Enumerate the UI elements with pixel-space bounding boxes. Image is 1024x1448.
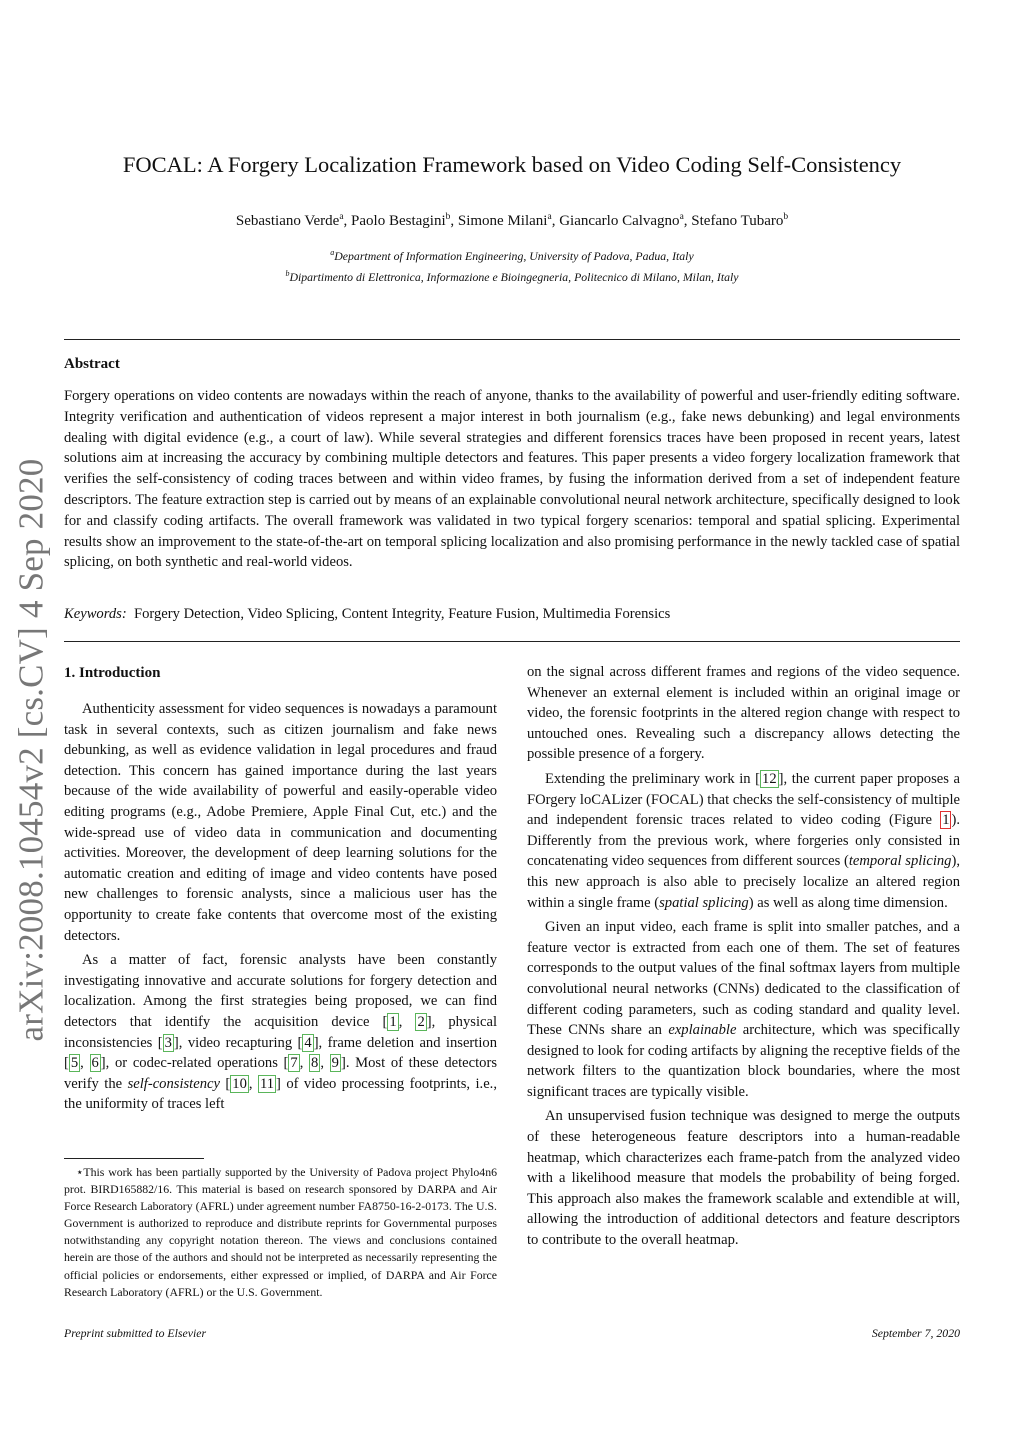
footnote-text: This work has been partially supported by the University of Padova project Phylo4n6 prot. BIRD165882/16. This material is based on research sponsored by DARPA and Air Force Research Laboratory (AFRL) under agreement number FA8750-16-2-0173. The U.S. Government is authorized to reproduce and distribute reprints for Governmental purposes notwithstanding any copyright notation thereon. The views and conclusions contained herein are those of the authors and should not be interpreted as necessarily representing the official policies or endorsements, either expressed or implied, of DARPA and Air Force Research Laboratory (AFRL) or the U.S. Government. bbox=[64, 1165, 497, 1299]
preprint-note: Preprint submitted to Elsevier bbox=[64, 1326, 207, 1340]
intro-paragraph-4 bbox=[527, 917, 960, 1102]
author-name: Simone Milani bbox=[457, 213, 548, 229]
top-divider bbox=[64, 339, 960, 340]
author-name: Paolo Bestagini bbox=[351, 213, 446, 229]
intro-paragraph-3 bbox=[527, 769, 960, 913]
affiliations bbox=[60, 244, 964, 286]
paper-title: FOCAL: A Forgery Localization Framework based on Video Coding Self-Consistency bbox=[122, 152, 902, 177]
author-affil-mark: a bbox=[679, 212, 684, 222]
author-name: Giancarlo Calvagno bbox=[559, 213, 680, 229]
text-run: ], physical inconsistencies [ bbox=[64, 1013, 498, 1051]
keywords bbox=[64, 604, 960, 624]
emphasis: spatial splicing bbox=[659, 894, 749, 911]
author-affil-mark: b bbox=[445, 212, 451, 222]
intro-paragraph-2: As a matter of fact, forensic analysts have been constantly investigating innovative and accurate solutions for forgery detection and localization. Among the first strategies being proposed, we can find detectors that identify the acquisition device [ 1 , 2 ], physical inconsistencies [ 3 ], video recapturing [ 4 ], frame deletion and insertion [ 5 , 6 ], or codec-related operations [ 7 , 8 , 9 ]. Most of these detectors verify the self-consistency [ 10 , 11 ] of video processing footprints, i.e., the uniformity of traces left bbox=[64, 952, 498, 1113]
text-run: ] of video processing footprints, i.e., the uniformity of traces left bbox=[64, 1075, 497, 1113]
text-run: [ bbox=[219, 1075, 231, 1092]
citation-link[interactable]: 5 bbox=[70, 1055, 79, 1072]
text-run: ]. Most of these detectors verify the bbox=[64, 1055, 497, 1092]
author-affil-mark: b bbox=[783, 212, 789, 222]
citation-link[interactable]: 4 bbox=[304, 1034, 312, 1051]
arxiv-stamp-text: arXiv:2008.10454v2 [cs.CV] 4 Sep 2020 bbox=[11, 458, 50, 1042]
figure-link[interactable]: 1 bbox=[942, 812, 950, 829]
abstract-divider bbox=[64, 641, 960, 642]
citation-link[interactable]: 11 bbox=[259, 1075, 275, 1092]
citation-link[interactable]: 3 bbox=[164, 1034, 172, 1051]
text-run: Given an input video, each frame is split into smaller patches, and a feature vector is extracted from each one of them. The set of features corresponds to the output values of the final softmax layers from multiple convolutional neural networks (CNNs) dedicated to the classification of different coding parameters, such as coding standard and quality level. These CNNs share an bbox=[527, 919, 960, 1039]
author-affil-mark: a bbox=[547, 212, 552, 222]
author-separator: , bbox=[343, 213, 352, 229]
right-column bbox=[527, 662, 960, 1251]
intro-paragraph-1: Authenticity assessment for video sequences is nowadays a paramount task in several contexts, such as citizen journalism and fake news debunking, as well as evidence validation in legal procedures and fraud detection. This concern has gained importance during the last years because of the wide availability of powerful and easily-operable video editing programs (e.g., Adobe Premiere, Apple Final Cut, etc.) and the wide-spread use of video data in communication and documenting activities. Moreover, the development of deep learning solutions for the automatic creation and editing of image and video contents have posed new challenges to forensic analysts, since a malicious user has the opportunity to create fake contents that overcome most of the existing detectors. bbox=[64, 701, 497, 944]
citation-link[interactable]: 2 bbox=[417, 1013, 425, 1030]
footnote-mark: ⋆ bbox=[76, 1165, 84, 1179]
author-separator: , bbox=[683, 213, 692, 229]
emphasis: temporal splicing bbox=[848, 853, 952, 870]
citation-link[interactable]: 7 bbox=[290, 1055, 298, 1072]
citation-link[interactable]: 1 bbox=[389, 1013, 397, 1030]
citation-link[interactable]: 10 bbox=[232, 1075, 247, 1092]
text-run: architecture, which was specifically designed to look for coding artifacts by aligning the receptive fields of the network filters to the quantization block boundaries, where the most significant traces are typically visible. bbox=[527, 1022, 961, 1100]
affiliation-text: Dipartimento di Elettronica, Informazione e Bioingegneria, Politecnico di Milano, Milan, Italy bbox=[289, 269, 739, 284]
abstract-heading: Abstract bbox=[64, 356, 120, 372]
abstract-body: Forgery operations on video contents are nowadays within the reach of anyone, thanks to the availability of powerful and user-friendly editing software. Integrity verification and authentication of videos represent a major interest in both journalism (e.g., fake news debunking) and legal environments dealing with digital evidence (e.g., a court of law). While several strategies and different forensics traces have been proposed in recent years, latest solutions aim at increasing the accuracy by combining multiple detectors and features. This paper presents a video forgery localization framework that verifies the self-consistency of coding traces between and within video frames, by fusing the information derived from a set of independent feature descriptors. The feature extraction step is carried out by means of an explainable convolutional neural network architecture, specifically designed to look for and classify coding artifacts. The overall framework was validated in two typical forgery scenarios: temporal and spatial splicing. Experimental results show an improvement to the state-of-the-art on temporal splicing localization and also promising performance in the newly tackled case of spatial splicing, on both synthetic and real-world videos. bbox=[64, 388, 960, 571]
author-list bbox=[60, 206, 964, 232]
intro-paragraph-5: An unsupervised fusion technique was designed to merge the outputs of these heterogeneous feature descriptors into a human-readable heatmap, which characterizes each frame-patch from the analyzed video with a likelihood measure that models the probability of being forged. This approach also makes the framework scalable and extendible at will, allowing the introduction of additional detectors and feature descriptors to contribute to the overall heatmap. bbox=[527, 1108, 960, 1249]
author-name: Stefano Tubaro bbox=[691, 213, 784, 229]
affiliation-mark: a bbox=[330, 248, 335, 257]
text-run: ), this new approach is also able to precisely localize an altered region within a single frame ( bbox=[527, 853, 960, 911]
affiliation-line bbox=[60, 265, 964, 286]
citation-link[interactable]: 9 bbox=[331, 1055, 339, 1072]
text-run: Extending the preliminary work in [ bbox=[545, 770, 761, 787]
author-affil-mark: a bbox=[339, 212, 344, 222]
text-run: As a matter of fact, forensic analysts have been constantly investigating innovative and accurate solutions for forgery detection and localization. Among the first strategies being proposed, we can find detectors that identify the acquisition device [ bbox=[64, 952, 497, 1030]
arxiv-stamp bbox=[10, 455, 52, 1045]
text-run: ], video recapturing [ bbox=[173, 1034, 303, 1051]
citation-link[interactable]: 6 bbox=[91, 1055, 99, 1072]
emphasis: explainable bbox=[668, 1022, 737, 1039]
citation-link[interactable]: 8 bbox=[311, 1055, 319, 1072]
author-separator: , bbox=[450, 213, 458, 229]
preprint-date: September 7, 2020 bbox=[871, 1326, 960, 1340]
author-separator: , bbox=[551, 213, 560, 229]
footnote-divider bbox=[64, 1158, 204, 1159]
author-name: Sebastiano Verde bbox=[235, 213, 340, 229]
affiliation-line bbox=[60, 244, 964, 265]
intro-paragraph-2-continued: on the signal across different frames and regions of the video sequence. Whenever an external element is included within an original image or video, the forensic footprints in the altered region change with respect to untouched ones. Revealing such a discrepancy allows detecting the possible presence of a forgery. bbox=[527, 664, 960, 763]
keywords-label: Keywords: bbox=[64, 606, 127, 622]
affiliation-text: Department of Information Engineering, University of Padova, Padua, Italy bbox=[334, 248, 694, 263]
left-column bbox=[64, 662, 497, 1115]
text-run: ], frame deletion and insertion [ bbox=[64, 1034, 497, 1072]
text-run: ). Differently from the previous work, where forgeries only consisted in concatenating video sequences from different sources ( bbox=[527, 812, 960, 870]
emphasis: self-consistency bbox=[127, 1075, 220, 1092]
text-run: ) as well as along time dimension. bbox=[748, 894, 948, 911]
section-heading: 1. Introduction bbox=[64, 665, 161, 681]
keywords-text: Forgery Detection, Video Splicing, Content Integrity, Feature Fusion, Multimedia Forensics bbox=[134, 606, 671, 622]
footnote bbox=[64, 1164, 497, 1301]
text-run: ], the current paper proposes a FOrgery loCALizer (FOCAL) that checks the self-consistency of multiple and independent forensic traces related to video coding (Figure bbox=[527, 770, 961, 829]
text-run: ], or codec-related operations [ bbox=[100, 1055, 289, 1072]
citation-link[interactable]: 12 bbox=[762, 770, 777, 787]
affiliation-mark: b bbox=[285, 268, 290, 278]
